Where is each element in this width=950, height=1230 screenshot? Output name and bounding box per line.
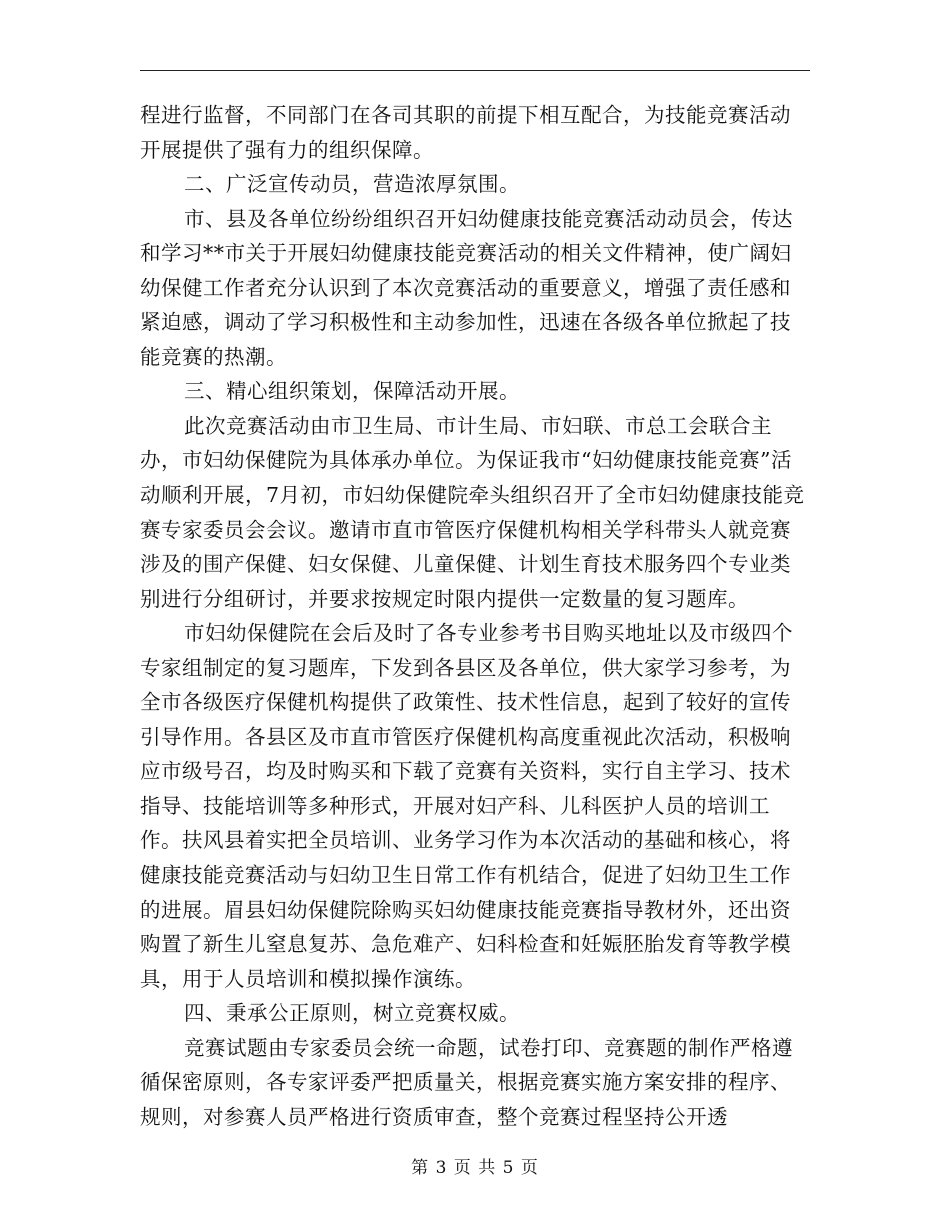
section-heading-3: 三、精心组织策划，保障活动开展。 bbox=[184, 379, 520, 404]
page-number-footer: 第 3 页 共 5 页 bbox=[411, 1158, 539, 1178]
paragraph-training: 市妇幼保健院在会后及时了各专业参考书目购买地址以及市级四个专家组制定的复习题库，下发到各县区及各单位，供大家学习参考，为全市各级医疗保健机构提供了政策性、技术性信息，起到了较好的宣传引导作用。各县区及市直市管医疗保健机构高度重视此次活动，积极响应市级号召，均及时购买和下载了竞赛有关资料，实行自主学习、技术指导、技能培训等多种形式，开展对妇产科、儿科医护人员的培训工作。扶风县着实把全员培训、业务学习作为本次活动的基础和核心，将健康技能竞赛活动与妇幼卫生日常工作有机结合，促进了妇幼卫生工作的进展。眉县妇幼保健院除购买妇幼健康技能竞赛指导教材外，还出资购置了新生儿窒息复苏、急危难产、妇科检查和妊娠胚胎发育等教学模具，用于人员培训和模拟操作演练。 bbox=[140, 621, 793, 991]
paragraph-continuation: 程进行监督，不同部门在各司其职的前提下相互配合，为技能竞赛活动开展提供了强有力的组织保障。 bbox=[140, 103, 791, 162]
paragraph-mobilization: 市、县及各单位纷纷组织召开妇幼健康技能竞赛活动动员会，传达和学习**市关于开展妇幼健康技能竞赛活动的相关文件精神，使广阔妇幼保健工作者充分认识到了本次竞赛活动的重要意义，增强了责任感和紧迫感，调动了学习积极性和主动参加性，迅速在各级各单位掀起了技能竞赛的热潮。 bbox=[140, 206, 793, 369]
document-body bbox=[140, 98, 810, 1134]
paragraph-organization: 此次竞赛活动由市卫生局、市计生局、市妇联、市总工会联合主办，市妇幼保健院为具体承办单位。为保证我市“妇幼健康技能竞赛”活动顺利开展，7月初，市妇幼保健院牵头组织召开了全市妇幼健康技能竞赛专家委员会会议。邀请市直市管医疗保健机构相关学科带头人就竞赛涉及的围产保健、妇女保健、儿童保健、计划生育技术服务四个专业类别进行分组研讨，并要求按规定时限内提供一定数量的复习题库。 bbox=[140, 413, 805, 611]
paragraph-fairness: 竞赛试题由专家委员会统一命题，试卷打印、竞赛题的制作严格遵循保密原则，各专家评委严把质量关，根据竞赛实施方案安排的程序、规则，对参赛人员严格进行资质审查，整个竞赛过程坚持公开透 bbox=[140, 1035, 793, 1129]
section-heading-2: 二、广泛宣传动员，营造浓厚氛围。 bbox=[184, 172, 520, 197]
section-heading-4: 四、秉承公正原则，树立竞赛权威。 bbox=[184, 1001, 520, 1026]
header-rule bbox=[140, 70, 810, 71]
